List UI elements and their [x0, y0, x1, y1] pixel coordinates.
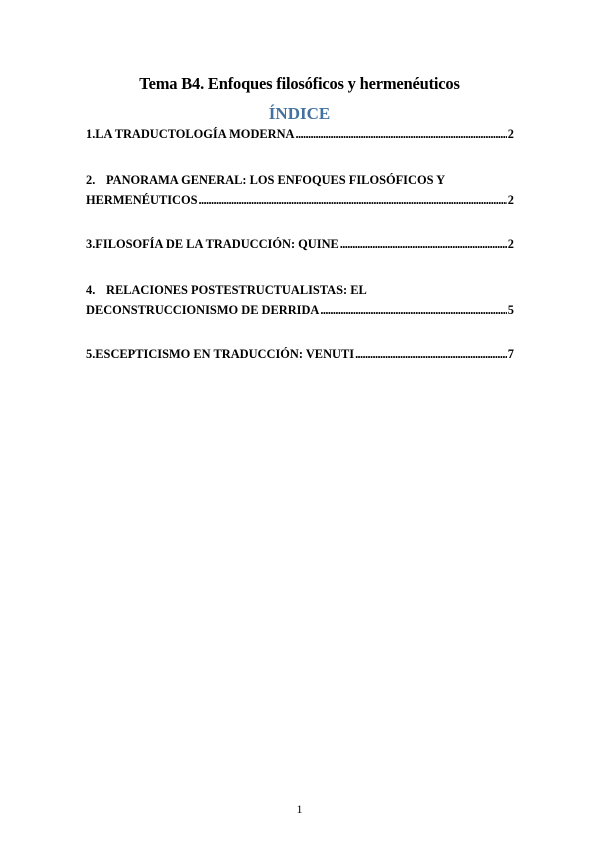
toc-entry-number: 4. [86, 283, 96, 297]
page-number: 1 [296, 802, 303, 816]
toc-entry-2[interactable] [86, 170, 514, 210]
toc-entry-number: 5. [86, 347, 96, 361]
toc-entry-1[interactable] [86, 124, 514, 144]
toc-entry-5[interactable] [86, 344, 514, 364]
toc-entry-title-continued: HERMENÉUTICOS [86, 193, 198, 207]
toc-leader-dots [355, 344, 507, 364]
toc-entry-title: FILOSOFÍA DE LA TRADUCCIÓN: QUINE [95, 237, 339, 251]
toc-entry-page: 2 [507, 127, 514, 141]
toc-entry-4[interactable] [86, 280, 514, 320]
toc-entry-page: 2 [507, 193, 514, 207]
toc-entry-title: LA TRADUCTOLOGÍA MODERNA [95, 127, 295, 141]
toc-leader-dots [340, 234, 507, 254]
toc-entry-page: 5 [507, 303, 514, 317]
toc-entry-number: 3. [86, 237, 96, 251]
toc-entry-3[interactable] [86, 234, 514, 254]
toc-leader-dots [320, 300, 506, 320]
toc-entry-title: PANORAMA GENERAL: LOS ENFOQUES FILOSÓFICOS Y [106, 173, 446, 187]
toc-entry-number: 1. [86, 127, 96, 141]
document-title: Tema B4. Enfoques filosóficos y hermenéuticos [139, 74, 460, 93]
toc-leader-dots [199, 190, 507, 210]
toc-entry-title-continued: DECONSTRUCCIONISMO DE DERRIDA [86, 303, 320, 317]
toc-leader-dots [296, 124, 507, 144]
toc-entry-page: 7 [507, 347, 514, 361]
toc-heading: ÍNDICE [268, 104, 331, 123]
toc-entry-page: 2 [507, 237, 514, 251]
toc-entry-number: 2. [86, 173, 96, 187]
toc-entry-title: ESCEPTICISMO EN TRADUCCIÓN: VENUTI [95, 347, 355, 361]
toc-entry-title: RELACIONES POSTESTRUCTUALISTAS: EL [106, 283, 367, 297]
